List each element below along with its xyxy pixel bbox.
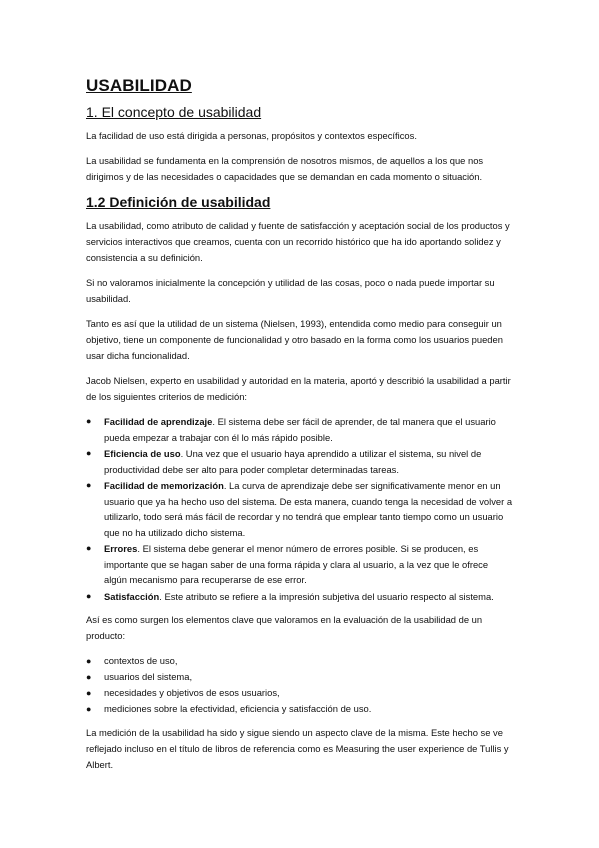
paragraph: Si no valoramos inicialmente la concepción y utilidad de las cosas, poco o nada puede importar su usabilidad. bbox=[86, 277, 495, 304]
criterion-term: Facilidad de memorización bbox=[104, 480, 224, 491]
paragraph: La facilidad de uso está dirigida a personas, propósitos y contextos específicos. bbox=[86, 130, 417, 141]
list-item-text: usuarios del sistema, bbox=[104, 671, 193, 682]
key-elements-list bbox=[86, 653, 513, 717]
criterion-text: . Este atributo se refiere a la impresión subjetiva del usuario respecto al sistema. bbox=[159, 590, 494, 602]
bullet-icon: ● bbox=[86, 416, 92, 426]
list-item-text: contextos de uso, bbox=[104, 655, 178, 666]
paragraph: La medición de la usabilidad ha sido y sigue siendo un aspecto clave de la misma. Este hecho se ve reflejado incluso en el título de libros de referencia como es Measuring the user experience de Tullis y Albert. bbox=[86, 727, 509, 770]
document-title: USABILIDAD bbox=[86, 76, 192, 95]
list-item bbox=[86, 589, 513, 605]
criterion-text: . El sistema debe generar el menor número de errores posible. Si se producen, es importante que se hagan saber de una forma rápida y clara al usuario, a la vez que le ofrece algún mecanismo para recuperarse de ese error. bbox=[104, 543, 489, 585]
criterion-term: Errores bbox=[104, 543, 138, 554]
list-item-text: mediciones sobre la efectividad, eficiencia y satisfacción de uso. bbox=[104, 703, 372, 714]
list-item bbox=[86, 685, 513, 701]
section-heading-definition: 1.2 Definición de usabilidad bbox=[86, 194, 271, 210]
bullet-icon: ● bbox=[86, 590, 92, 601]
paragraph: La usabilidad, como atributo de calidad y fuente de satisfacción y aceptación social de los productos y servicios interactivos que creamos, cuenta con un recorrido histórico que ha ido aportando solidez y consistencia a su definición. bbox=[86, 220, 510, 263]
list-item bbox=[86, 653, 513, 669]
list-item-text: necesidades y objetivos de esos usuarios, bbox=[104, 687, 280, 698]
criterion-text: . El sistema debe ser fácil de aprender, de tal manera que el usuario pueda empezar a trabajar con él lo más rápido posible. bbox=[104, 416, 496, 443]
list-item bbox=[86, 414, 513, 445]
bullet-icon: ● bbox=[86, 688, 92, 698]
paragraph: La usabilidad se fundamenta en la comprensión de nosotros mismos, de aquellos a los que nos dirigimos y de las necesidades o capacidades que se demandan en cada momento o situación. bbox=[86, 155, 484, 182]
bullet-icon: ● bbox=[86, 543, 92, 553]
bullet-icon: ● bbox=[86, 480, 92, 490]
criteria-list bbox=[86, 414, 513, 604]
bullet-icon: ● bbox=[86, 448, 92, 458]
list-item bbox=[86, 541, 513, 588]
criterion-term: Satisfacción bbox=[104, 590, 160, 602]
bullet-icon: ● bbox=[86, 672, 92, 682]
criterion-text: . Una vez que el usuario haya aprendido a utilizar el sistema, su nivel de productividad debe ser alto para poder completar determinadas tareas. bbox=[104, 448, 482, 475]
list-item bbox=[86, 669, 513, 685]
list-item bbox=[86, 701, 513, 717]
paragraph: Tanto es así que la utilidad de un sistema (Nielsen, 1993), entendida como medio para conseguir un objetivo, tiene un componente de funcionalidad y otro basado en la forma como los usuarios pueden usar dicha funcionalidad. bbox=[86, 318, 503, 361]
criterion-term: Facilidad de aprendizaje bbox=[104, 416, 213, 427]
bullet-icon: ● bbox=[86, 704, 92, 714]
paragraph: Jacob Nielsen, experto en usabilidad y autoridad en la materia, aportó y describió la usabilidad a partir de los siguientes criterios de medición: bbox=[86, 375, 511, 402]
list-item bbox=[86, 478, 513, 540]
bullet-icon: ● bbox=[86, 656, 92, 666]
criterion-text: . La curva de aprendizaje debe ser significativamente menor en un usuario que ya ha hecho uso del sistema. De esta manera, cuando tenga la necesidad de volver a utilizarlo, todo será más fácil de recordar y no tendrá que emplear tanto tiempo como un usuario que no ha utilizado dicho sistema. bbox=[104, 480, 513, 538]
list-item bbox=[86, 446, 513, 477]
paragraph: Así es como surgen los elementos clave que valoramos en la evaluación de la usabilidad de un producto: bbox=[86, 614, 483, 641]
criterion-term: Eficiencia de uso bbox=[104, 448, 181, 459]
section-heading-concept: 1. El concepto de usabilidad bbox=[86, 104, 262, 120]
